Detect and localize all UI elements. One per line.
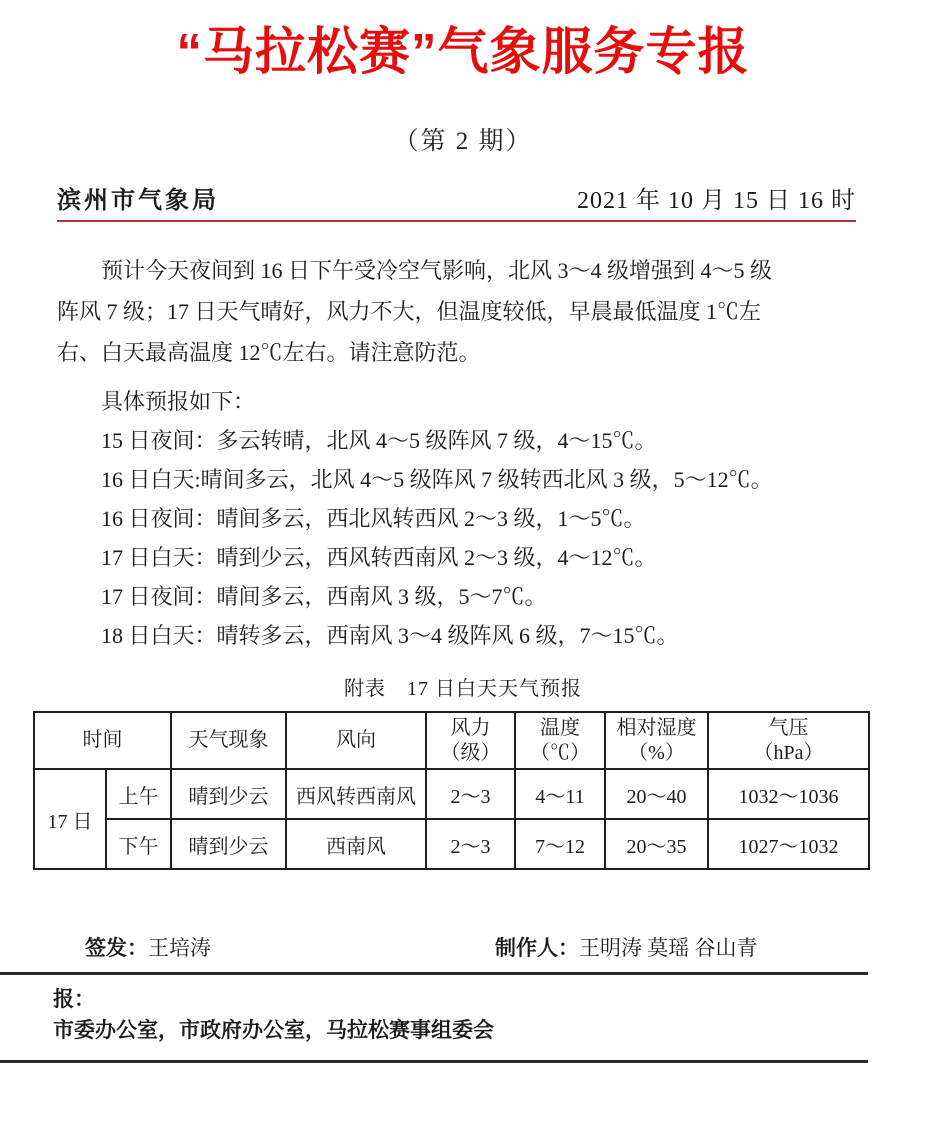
distribution-block	[0, 972, 868, 1063]
header-wind-force-unit: （级）	[440, 741, 501, 764]
summary-line: 右、白天最高温度 12℃左右。请注意防范。	[57, 340, 481, 365]
cell-weather: 晴到少云	[171, 769, 286, 819]
cell-wind-force: 2～3	[426, 769, 515, 819]
header-weather: 天气现象	[171, 712, 286, 769]
issuer-group	[85, 936, 211, 960]
issue-number: （第 2 期）	[393, 128, 533, 155]
distribution-label: 报：	[53, 988, 95, 1011]
forecast-item: 18 日白天：晴转多云，西南风 3～4 级阵风 6 级，7～15℃。	[101, 623, 679, 648]
header-humidity-unit: （%）	[628, 741, 685, 764]
issuing-agency: 滨州市气象局	[57, 187, 219, 214]
header-temperature	[515, 712, 605, 769]
header-time: 时间	[34, 712, 171, 769]
table-caption: 附表 17 日白天天气预报	[344, 678, 582, 700]
document-title: “马拉松赛”气象服务专报	[176, 23, 750, 80]
header-temperature-label: 温度	[540, 716, 580, 739]
cell-pressure: 1032～1036	[708, 769, 869, 819]
header-pressure	[708, 712, 869, 769]
issuer-name: 王培涛	[148, 936, 211, 960]
header-pressure-unit: （hPa）	[753, 741, 824, 764]
forecast-item: 17 日白天：晴到少云，西风转西南风 2～3 级，4～12℃。	[101, 545, 657, 570]
cell-period: 上午	[106, 769, 171, 819]
header-pressure-label: 气压	[768, 716, 809, 739]
issuer-label: 签发：	[85, 937, 148, 960]
cell-temperature: 7～12	[515, 819, 605, 869]
header-wind-direction: 风向	[286, 712, 426, 769]
table-row	[34, 819, 869, 869]
table-row	[34, 769, 869, 819]
maker-label: 制作人：	[495, 937, 579, 960]
summary-line: 预计今天夜间到 16 日下午受冷空气影响，北风 3～4 级增强到 4～5 级	[101, 258, 773, 283]
signature-row	[85, 932, 926, 964]
cell-pressure: 1027～1032	[708, 819, 869, 869]
summary-line: 阵风 7 级；17 日天气晴好，风力不大，但温度较低，早晨最低温度 1℃左	[57, 299, 762, 324]
cell-wind-direction: 西风转西南风	[286, 769, 426, 819]
forecast-heading: 具体预报如下：	[101, 389, 256, 414]
cell-temperature: 4～11	[515, 769, 605, 819]
cell-wind-force: 2～3	[426, 819, 515, 869]
header-temperature-unit: （℃）	[530, 741, 590, 764]
cell-weather: 晴到少云	[171, 819, 286, 869]
maker-group	[495, 932, 758, 965]
maker-names: 王明涛 莫瑶 谷山青	[579, 936, 758, 960]
header-humidity-label: 相对湿度	[616, 716, 697, 739]
forecast-item: 15 日夜间：多云转晴，北风 4～5 级阵风 7 级，4～15℃。	[101, 428, 657, 453]
header-wind-force	[426, 712, 515, 769]
forecast-item: 16 日白天:晴间多云，北风 4～5 级阵风 7 级转西北风 3 级，5～12℃。	[101, 467, 773, 492]
forecast-item: 17 日夜间：晴间多云，西南风 3 级，5～7℃。	[101, 584, 547, 609]
weather-forecast-table	[33, 711, 870, 870]
detailed-forecast-list	[57, 382, 878, 655]
forecast-summary-paragraph	[57, 250, 878, 373]
header-humidity	[605, 712, 708, 769]
cell-period: 下午	[106, 819, 171, 869]
distribution-recipients: 市委办公室，市政府办公室，马拉松赛事组委会	[53, 1019, 494, 1042]
cell-humidity: 20～35	[605, 819, 708, 869]
cell-wind-direction: 西南风	[286, 819, 426, 869]
cell-date: 17 日	[34, 769, 106, 869]
issue-datetime: 2021 年 10 月 15 日 16 时	[577, 188, 856, 214]
header-wind-force-label: 风力	[450, 716, 491, 739]
document-header-row	[57, 180, 856, 222]
forecast-item: 16 日夜间：晴间多云，西北风转西风 2～3 级，1～5℃。	[101, 506, 646, 531]
table-header-row	[34, 712, 869, 769]
cell-humidity: 20～40	[605, 769, 708, 819]
